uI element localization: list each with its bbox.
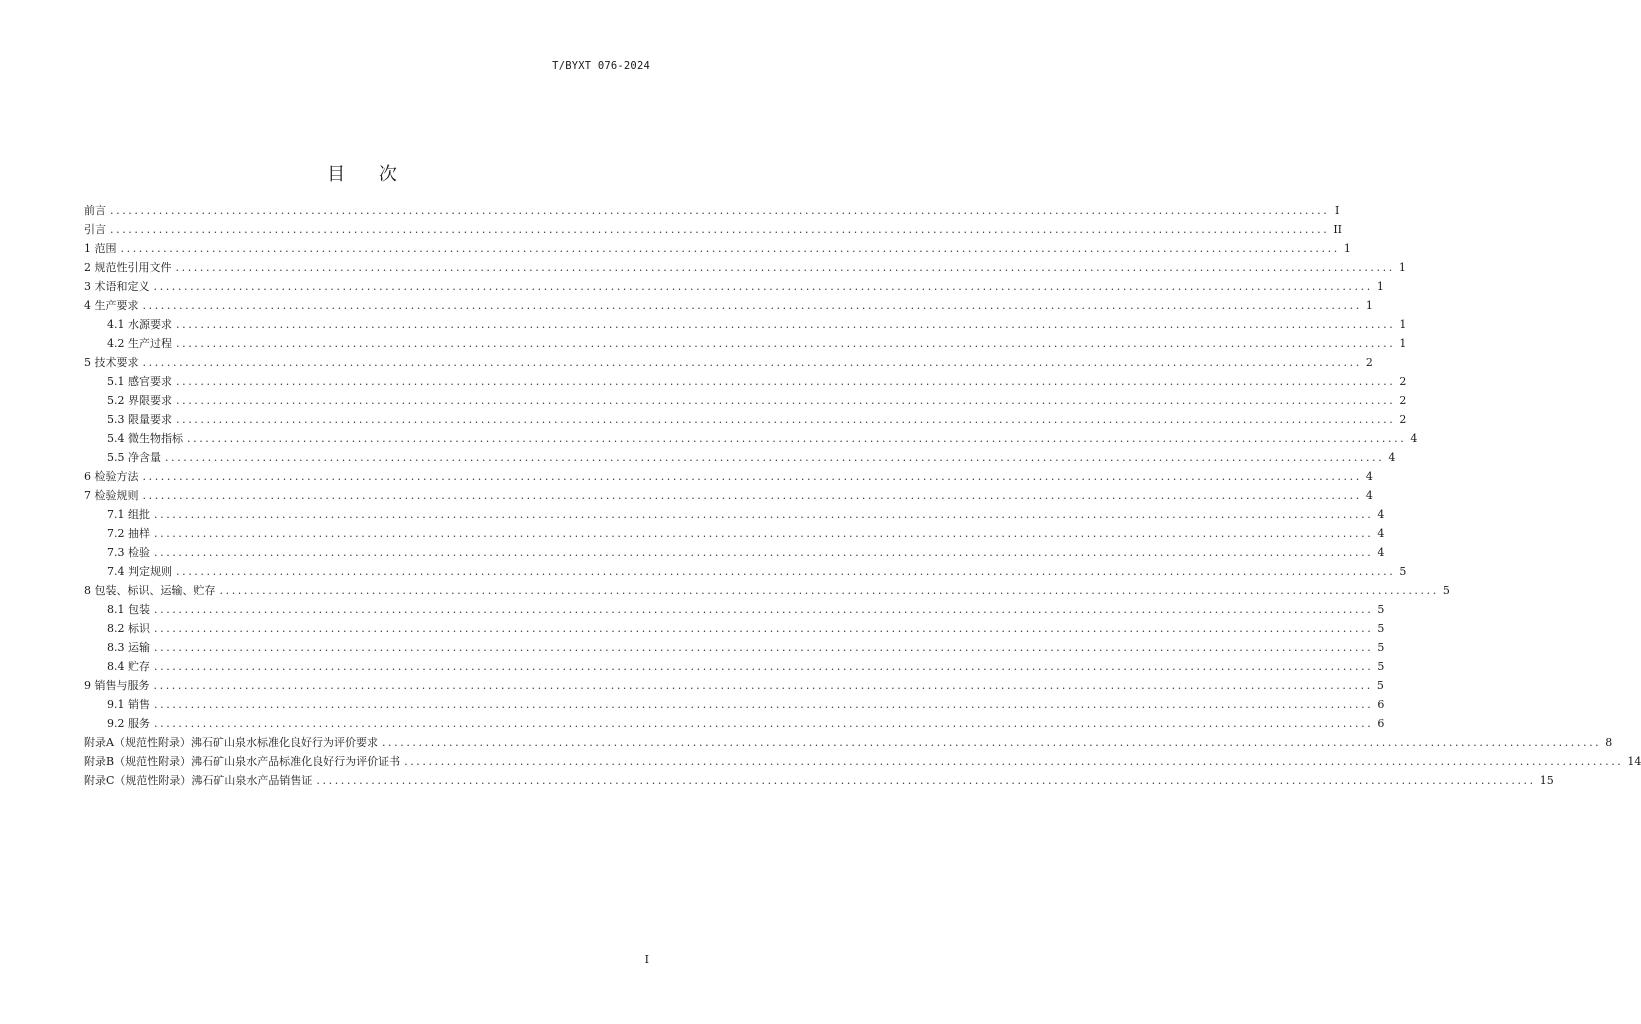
- toc-entry[interactable]: [84, 505, 1385, 524]
- toc-entry[interactable]: [84, 524, 1385, 543]
- toc-entry-label: 5.4 微生物指标: [107, 432, 183, 445]
- toc-entry-label: 4 生产要求: [84, 299, 139, 312]
- toc-entry-page: 6: [1377, 698, 1385, 711]
- toc-entry[interactable]: [84, 315, 1407, 334]
- toc-entry-page: 4: [1377, 527, 1385, 540]
- toc-entry-page: 6: [1377, 717, 1385, 730]
- toc-entry[interactable]: [84, 619, 1385, 638]
- toc-entry[interactable]: [84, 258, 1406, 277]
- toc-entry-label: 前言: [84, 204, 106, 217]
- toc-entry[interactable]: [84, 752, 1641, 771]
- dot-leader: ........................................................................................................................................................................................................: [175, 261, 1395, 274]
- dot-leader: ........................................................................................................................................................................................................: [176, 413, 1396, 426]
- toc-entry[interactable]: [84, 562, 1407, 581]
- toc-entry-page: 1: [1365, 299, 1373, 312]
- dot-leader: ........................................................................................................................................................................................................: [110, 204, 1330, 217]
- toc-entry[interactable]: [84, 657, 1385, 676]
- toc-entry-label: 3 术语和定义: [84, 280, 150, 293]
- toc-entry-label: 1 范围: [84, 242, 117, 255]
- toc-entry-page: 4: [1410, 432, 1418, 445]
- toc-entry-page: 4: [1377, 508, 1385, 521]
- dot-leader: ........................................................................................................................................................................................................: [154, 508, 1374, 521]
- toc-entry-label: 5.2 界限要求: [107, 394, 172, 407]
- toc-entry[interactable]: [84, 714, 1385, 733]
- toc-entry[interactable]: [84, 334, 1407, 353]
- toc-entry[interactable]: [84, 353, 1373, 372]
- toc-entry-page: I: [1334, 204, 1340, 217]
- toc-entry-page: 1: [1343, 242, 1351, 255]
- toc-entry-page: 2: [1399, 413, 1407, 426]
- toc-entry-page: 5: [1377, 603, 1385, 616]
- toc-entry[interactable]: [84, 448, 1396, 467]
- toc-entry[interactable]: [84, 201, 1340, 220]
- dot-leader: ........................................................................................................................................................................................................: [219, 584, 1439, 597]
- dot-leader: ........................................................................................................................................................................................................: [187, 432, 1407, 445]
- toc-entry[interactable]: [84, 467, 1373, 486]
- toc-entry-page: 5: [1442, 584, 1450, 597]
- dot-leader: ........................................................................................................................................................................................................: [142, 356, 1362, 369]
- toc-entry-page: 2: [1365, 356, 1373, 369]
- dot-leader: ........................................................................................................................................................................................................: [176, 394, 1396, 407]
- toc-entry[interactable]: [84, 771, 1554, 790]
- toc-entry-page: 4: [1377, 546, 1385, 559]
- toc-entry[interactable]: [84, 600, 1385, 619]
- toc-entry-label: 8 包装、标识、运输、贮存: [84, 584, 216, 597]
- dot-leader: ........................................................................................................................................................................................................: [120, 242, 1340, 255]
- toc-entry-page: 8: [1605, 736, 1613, 749]
- dot-leader: ........................................................................................................................................................................................................: [165, 451, 1385, 464]
- dot-leader: ........................................................................................................................................................................................................: [154, 660, 1374, 673]
- dot-leader: ........................................................................................................................................................................................................: [153, 679, 1373, 692]
- toc-entry-label: 7.2 抽样: [107, 527, 150, 540]
- dot-leader: ........................................................................................................................................................................................................: [154, 641, 1374, 654]
- toc-entry[interactable]: [84, 220, 1343, 239]
- toc-entry-label: 9.1 销售: [107, 698, 150, 711]
- dot-leader: ........................................................................................................................................................................................................: [153, 280, 1373, 293]
- toc-entry-label: 8.1 包装: [107, 603, 150, 616]
- table-of-contents: [84, 201, 1641, 790]
- dot-leader: ........................................................................................................................................................................................................: [110, 223, 1330, 236]
- toc-entry-page: 15: [1539, 774, 1554, 787]
- toc-entry-label: 5.5 净含量: [107, 451, 161, 464]
- toc-entry-label: 8.3 运输: [107, 641, 150, 654]
- toc-entry-label: 引言: [84, 223, 106, 236]
- toc-entry[interactable]: [84, 486, 1373, 505]
- toc-entry-page: 5: [1377, 660, 1385, 673]
- toc-entry-page: 4: [1365, 470, 1373, 483]
- dot-leader: ........................................................................................................................................................................................................: [404, 755, 1624, 768]
- toc-entry-page: 5: [1376, 679, 1384, 692]
- dot-leader: ........................................................................................................................................................................................................: [154, 622, 1374, 635]
- toc-entry-label: 附录B（规范性附录）沸石矿山泉水产品标准化良好行为评价证书: [84, 755, 401, 768]
- toc-entry-label: 8.4 贮存: [107, 660, 150, 673]
- toc-entry-label: 7.1 组批: [107, 508, 150, 521]
- toc-entry-page: 2: [1399, 394, 1407, 407]
- toc-entry-page: 1: [1399, 337, 1407, 350]
- toc-entry-page: 1: [1398, 261, 1406, 274]
- dot-leader: ........................................................................................................................................................................................................: [154, 527, 1374, 540]
- toc-entry[interactable]: [84, 581, 1450, 600]
- toc-entry-label: 5.1 感官要求: [107, 375, 172, 388]
- toc-entry-page: 1: [1376, 280, 1384, 293]
- dot-leader: ........................................................................................................................................................................................................: [154, 698, 1374, 711]
- toc-entry[interactable]: [84, 296, 1373, 315]
- toc-entry-page: II: [1333, 223, 1343, 236]
- page-title: 目 次: [327, 164, 411, 185]
- toc-entry-label: 7.3 检验: [107, 546, 150, 559]
- toc-entry[interactable]: [84, 410, 1407, 429]
- dot-leader: ........................................................................................................................................................................................................: [154, 603, 1374, 616]
- toc-entry-label: 5 技术要求: [84, 356, 139, 369]
- dot-leader: ........................................................................................................................................................................................................: [176, 318, 1396, 331]
- toc-entry[interactable]: [84, 429, 1418, 448]
- toc-entry[interactable]: [84, 543, 1385, 562]
- dot-leader: ........................................................................................................................................................................................................: [316, 774, 1536, 787]
- toc-entry[interactable]: [84, 733, 1613, 752]
- toc-entry-page: 4: [1388, 451, 1396, 464]
- toc-entry-page: 5: [1399, 565, 1407, 578]
- dot-leader: ........................................................................................................................................................................................................: [142, 299, 1362, 312]
- toc-entry-label: 8.2 标识: [107, 622, 150, 635]
- toc-entry-label: 7.4 判定规则: [107, 565, 172, 578]
- toc-entry-label: 2 规范性引用文件: [84, 261, 172, 274]
- toc-entry-label: 4.2 生产过程: [107, 337, 172, 350]
- dot-leader: ........................................................................................................................................................................................................: [142, 470, 1362, 483]
- toc-entry-label: 附录A（规范性附录）沸石矿山泉水标准化良好行为评价要求: [84, 736, 378, 749]
- toc-entry[interactable]: [84, 676, 1384, 695]
- toc-entry-label: 6 检验方法: [84, 470, 139, 483]
- toc-entry-label: 4.1 水源要求: [107, 318, 172, 331]
- dot-leader: ........................................................................................................................................................................................................: [176, 565, 1396, 578]
- toc-entry[interactable]: [84, 239, 1351, 258]
- toc-entry-label: 5.3 限量要求: [107, 413, 172, 426]
- toc-entry-label: 9.2 服务: [107, 717, 150, 730]
- dot-leader: ........................................................................................................................................................................................................: [142, 489, 1362, 502]
- toc-entry-page: 5: [1377, 622, 1385, 635]
- toc-entry-label: 7 检验规则: [84, 489, 139, 502]
- document-code: T/BYXT 076-2024: [552, 60, 650, 72]
- toc-entry[interactable]: [84, 638, 1385, 657]
- toc-entry[interactable]: [84, 391, 1407, 410]
- dot-leader: ........................................................................................................................................................................................................: [176, 337, 1396, 350]
- toc-entry-label: 附录C（规范性附录）沸石矿山泉水产品销售证: [84, 774, 313, 787]
- toc-entry[interactable]: [84, 695, 1385, 714]
- toc-entry-page: 2: [1399, 375, 1407, 388]
- toc-entry-page: 4: [1365, 489, 1373, 502]
- dot-leader: ........................................................................................................................................................................................................: [381, 736, 1602, 749]
- toc-entry[interactable]: [84, 277, 1384, 296]
- dot-leader: ........................................................................................................................................................................................................: [176, 375, 1396, 388]
- page-number: I: [644, 953, 649, 966]
- dot-leader: ........................................................................................................................................................................................................: [154, 717, 1374, 730]
- toc-entry-page: 14: [1627, 755, 1641, 768]
- toc-entry-page: 5: [1377, 641, 1385, 654]
- dot-leader: ........................................................................................................................................................................................................: [154, 546, 1374, 559]
- toc-entry-label: 9 销售与服务: [84, 679, 150, 692]
- toc-entry[interactable]: [84, 372, 1407, 391]
- toc-entry-page: 1: [1399, 318, 1407, 331]
